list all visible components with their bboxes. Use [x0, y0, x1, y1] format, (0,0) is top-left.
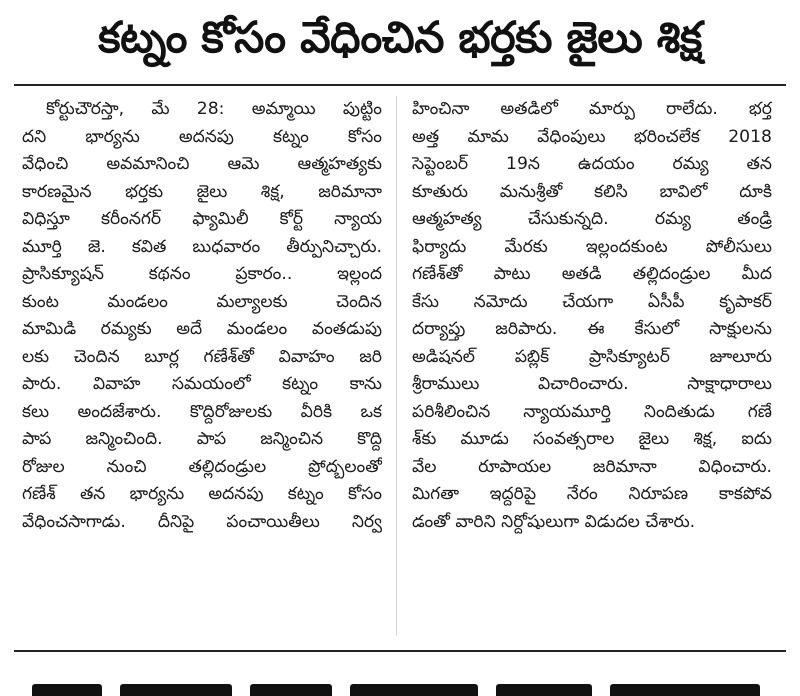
- column-line: హించినా అతడిలో మార్పు రాలేదు. భర్త: [412, 99, 772, 119]
- cropped-headline-fragment: [32, 684, 102, 696]
- article-column-right: [412, 96, 772, 536]
- column-line: కేసు నమోదు చేయగా ఏసీపీ కృపాకర్: [412, 291, 772, 312]
- section-rule: [14, 650, 786, 652]
- column-line: పరిశీలించిన న్యాయమూర్తి నిందితుడు గణే: [412, 401, 772, 422]
- column-line: డంతో వారిని నిర్దోషులుగా విడుదల చేశారు.: [412, 511, 696, 532]
- column-line: రోజుల నుంచి తల్లిదండ్రుల ప్రోద్బలంతో: [22, 456, 382, 477]
- column-line: కారణమైన భర్తకు జైలు శిక్ష, జరిమానా: [22, 181, 382, 202]
- column-line: గణేశ్‌తో పాటు అతడి తల్లిదండ్రుల మీద: [412, 264, 772, 284]
- column-line: కూతురు మనుశ్రీతో కలిసి బావిలో దూకి: [412, 181, 772, 202]
- next-article-headline-cropped: [14, 662, 786, 696]
- column-line: దర్యాప్తు జరిపారు. ఈ కేసులో సాక్షులను: [412, 319, 772, 339]
- column-line: ఫిర్యాదు మేరకు ఇల్లందకుంట పోలీసులు: [412, 236, 772, 257]
- column-line: మామిడి రమ్యకు అదే మండలం వంతడుపు: [22, 319, 382, 339]
- column-line: పాప జన్మించింది. పాప జన్మించిన కొద్ది: [22, 429, 382, 449]
- column-line: మూర్తి జె. కవిత బుధవారం తీర్పునిచ్చారు.: [22, 236, 382, 257]
- cropped-headline-fragment: [250, 684, 332, 696]
- column-line: గణేశ్ తన భార్యను అదనపు కట్నం కోసం: [22, 484, 382, 504]
- column-line: వేధించసాగాడు. దీనిపై పంచాయితీలు నిర్వ: [22, 511, 382, 532]
- column-line: విధిస్తూ కరీంనగర్ ఫ్యామిలీ కోర్ట్ న్యాయ: [22, 209, 382, 229]
- column-line: వేధించి అవమానించి ఆమె ఆత్మహత్యకు: [22, 154, 382, 174]
- article-column-left: [22, 96, 382, 536]
- column-line: సెప్టెంబర్ 19న ఉదయం రమ్య తన: [412, 154, 772, 174]
- cropped-headline-fragment: [120, 684, 232, 696]
- column-line: అత్త మామ వేధింపులు భరించలేక 2018: [412, 126, 772, 147]
- column-line: ఆత్మహత్య చేసుకున్నది. రమ్య తండ్రి: [412, 209, 772, 229]
- column-line: కలు అందజేశారు. కొద్దిరోజులకు వీరికి ఒక: [22, 401, 382, 422]
- cropped-headline-fragment: [350, 684, 478, 696]
- column-line: పారు. వివాహ సమయంలో కట్నం కాను: [22, 374, 382, 394]
- column-line: శ్రీరాములు విచారించారు. సాక్షాధారాలు: [412, 374, 772, 394]
- column-line: లకు చెందిన బూర్ల గణేశ్‌తో వివాహం జరి: [22, 346, 382, 367]
- column-line: ప్రాసిక్యూషన్ కథనం ప్రకారం.. ఇల్లంద: [22, 264, 382, 284]
- column-line: శ్‌కు మూడు సంవత్సరాల జైలు శిక్ష, ఐదు: [412, 429, 772, 449]
- headline-rule: [14, 84, 786, 86]
- column-line: దని భార్యను అదనపు కట్నం కోసం: [22, 126, 382, 147]
- column-line: అడిషనల్ పబ్లిక్ ప్రాసిక్యూటర్ జూలూరు: [412, 346, 772, 367]
- column-line: కుంట మండలం మల్యాలకు చెందిన: [22, 291, 382, 312]
- article-headline: కట్నం కోసం వేధించిన భర్తకు జైలు శిక్ష: [98, 13, 702, 63]
- column-line: కోర్టుచౌరస్తా, మే 28: అమ్మాయి పుట్టిం: [46, 99, 382, 119]
- cropped-headline-fragment: [496, 684, 592, 696]
- column-line: వేల రూపాయల జరిమానా విధించారు.: [412, 456, 772, 477]
- column-divider: [396, 96, 397, 636]
- cropped-headline-fragment: [610, 684, 760, 696]
- column-line: మిగతా ఇద్దరిపై నేరం నిరూపణ కాకపోవ: [412, 484, 772, 504]
